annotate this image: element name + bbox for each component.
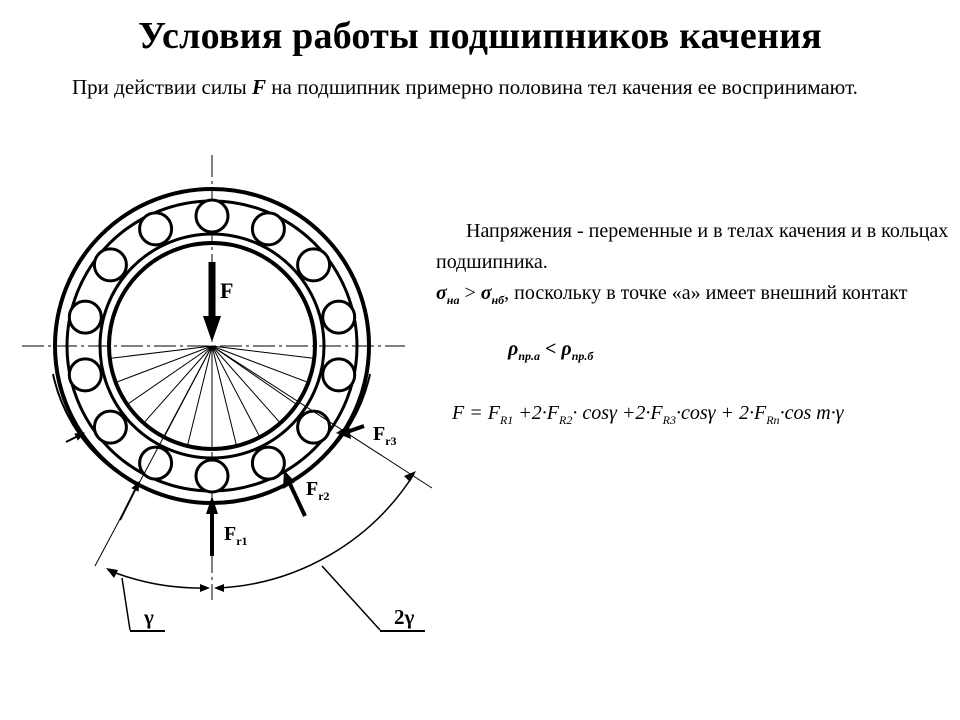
two-gamma-label: 2γ [394, 605, 415, 629]
rolling-element [196, 460, 228, 492]
rolling-element [252, 213, 284, 245]
page-title: Условия работы подшипников качения [138, 15, 822, 57]
intro-post: на подшипник примерно половина тел качения ее воспринимают. [265, 75, 858, 99]
rolling-element [298, 249, 330, 281]
gamma-arrow-right [200, 584, 210, 592]
rolling-element [69, 301, 101, 333]
rolling-element [94, 411, 126, 443]
fr3-label: $F_{r3}$ [373, 423, 397, 448]
rolling-element [298, 411, 330, 443]
rho-comparison: $\rho_{пр.а} < \rho_{пр.б}$ [508, 338, 594, 363]
fr1-arrow-head [206, 496, 218, 514]
rolling-element [252, 447, 284, 479]
rolling-element [69, 359, 101, 391]
fr2-label: $F_{r2}$ [306, 478, 330, 503]
intro-force-symbol: F [251, 75, 266, 99]
rolling-element [140, 213, 172, 245]
rolling-element [94, 249, 126, 281]
fr2-arrow-shaft [290, 484, 305, 516]
force-label: F [220, 278, 234, 303]
force-arrow-head [203, 316, 221, 342]
rolling-element [196, 200, 228, 232]
gamma-label: γ [144, 605, 154, 629]
gamma-leader [122, 578, 130, 630]
force-formula: $F = F_{R1} +2\cdot F_{R2}\cdot \cos\gamma +2\cdot F_{R3}\cdot\cos\gamma + 2\cdot F_{Rn}\cdot\cos$ m·γ [452, 402, 844, 427]
two-gamma-arrow-left [214, 584, 224, 592]
rolling-element [323, 301, 355, 333]
sigma-comparison: $\sigma_{на} > \sigma_{нб}$, поскольку в точке «а» имеет внешний контакт [436, 282, 908, 307]
stress-line: Напряжения - переменные и в телах качения и в кольцах подшипника. [436, 220, 949, 273]
rolling-element [323, 359, 355, 391]
fr1-label: $F_{r1}$ [224, 523, 248, 548]
intro-pre: При действии силы [72, 75, 252, 99]
two-gamma-leader [322, 566, 380, 630]
gamma-arrow-left [106, 568, 118, 578]
